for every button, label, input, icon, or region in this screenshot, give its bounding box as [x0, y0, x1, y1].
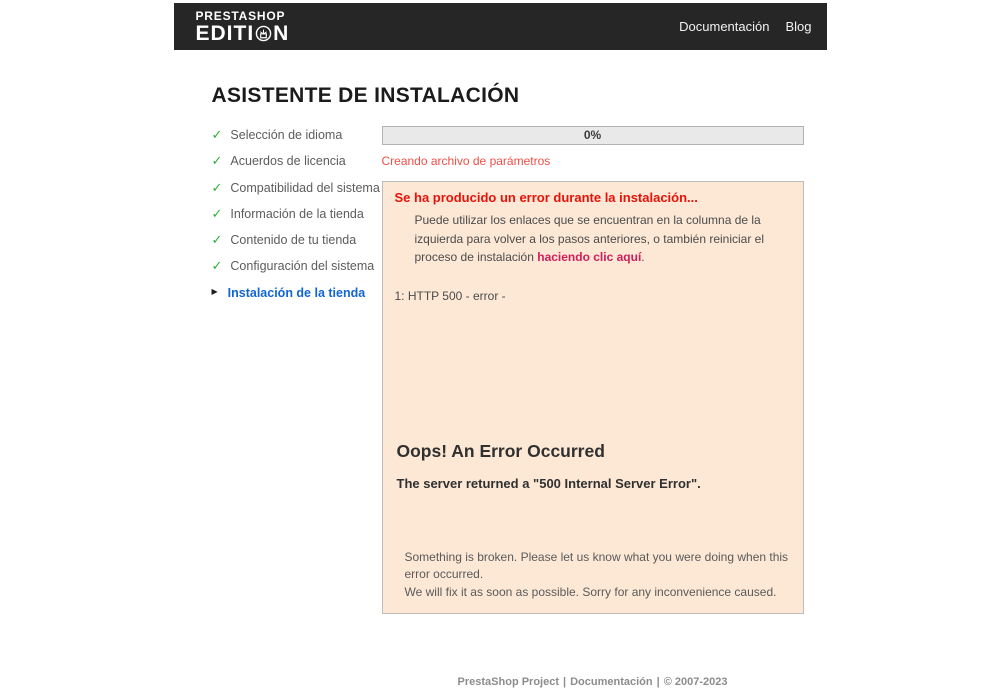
sidebar-step-system-config[interactable]: ✓ Configuración del sistema: [211, 258, 375, 274]
footer-link-project[interactable]: PrestaShop Project: [457, 676, 560, 688]
prestashop-logo: [196, 10, 290, 44]
oops-heading: Oops! An Error Occurred: [396, 440, 605, 461]
page-footer: [382, 676, 804, 688]
oops-detail-line1: Something is broken. Please let us know what you were doing when this error occurred.: [404, 549, 789, 582]
install-error-panel: [382, 181, 804, 614]
error-body-post: .: [641, 250, 645, 265]
check-icon: ✓: [211, 179, 223, 195]
check-icon: ✓: [211, 232, 223, 248]
sidebar-step-shop-info[interactable]: ✓ Información de la tienda: [211, 205, 364, 221]
check-icon: ✓: [211, 127, 223, 142]
error-body-text: [415, 211, 791, 267]
http-error-line: 1: HTTP 500 - error -: [394, 288, 506, 303]
install-status-text: Creando archivo de parámetros: [381, 154, 551, 168]
oops-detail-line2: We will fix it as soon as possible. Sorry for any inconvenience caused.: [404, 584, 777, 599]
header-nav: [679, 19, 811, 34]
nav-link-blog[interactable]: Blog: [785, 19, 812, 34]
logo-line1: PRESTASHOP: [195, 8, 286, 23]
check-icon: ✓: [211, 153, 223, 169]
sidebar-step-language[interactable]: ✓ Selección de idioma: [211, 127, 343, 142]
restart-install-link[interactable]: haciendo clic aquí: [537, 250, 642, 265]
sidebar-step-compatibility[interactable]: ✓ Compatibilidad del sistema: [211, 179, 380, 195]
progress-percent-label: 0%: [583, 128, 602, 142]
main-wrapper: [174, 84, 827, 688]
oops-detail-text: [405, 549, 791, 601]
caret-right-icon: ▶: [211, 286, 218, 296]
check-icon: ✓: [211, 258, 223, 274]
oops-subheading: The server returned a "500 Internal Server Error".: [396, 475, 701, 491]
check-icon: ✓: [211, 205, 223, 221]
footer-separator: |: [563, 676, 567, 688]
error-title: Se ha producido un error durante la instalación...: [394, 190, 698, 205]
install-main-column: [382, 126, 804, 688]
header-bar: [174, 3, 827, 50]
install-steps-sidebar: [212, 126, 382, 688]
logo-line2-pre: EDITI: [195, 21, 255, 45]
page-title: ASISTENTE DE INSTALACIÓN: [211, 84, 520, 107]
content-columns: [212, 126, 804, 688]
logo-line2: [196, 23, 290, 44]
sidebar-step-shop-content[interactable]: ✓ Contenido de tu tienda: [211, 232, 357, 248]
footer-copyright: © 2007-2023: [663, 676, 728, 688]
install-progress-bar: [382, 126, 804, 145]
footer-separator: |: [656, 676, 660, 688]
logo-line2-post: N: [273, 21, 290, 45]
sidebar-step-shop-install[interactable]: ▶ Instalación de la tienda: [211, 285, 366, 300]
page-container: [174, 3, 827, 688]
gift-box-icon: [255, 25, 272, 42]
nav-link-documentation[interactable]: Documentación: [679, 19, 770, 34]
footer-link-documentation[interactable]: Documentación: [570, 676, 653, 688]
sidebar-step-license[interactable]: ✓ Acuerdos de licencia: [211, 153, 346, 169]
error-body-pre: Puede utilizar los enlaces que se encuentran en la columna de la izquierda para volver a los pasos anteriores, o también reiniciar el proceso de instalación: [414, 213, 765, 265]
